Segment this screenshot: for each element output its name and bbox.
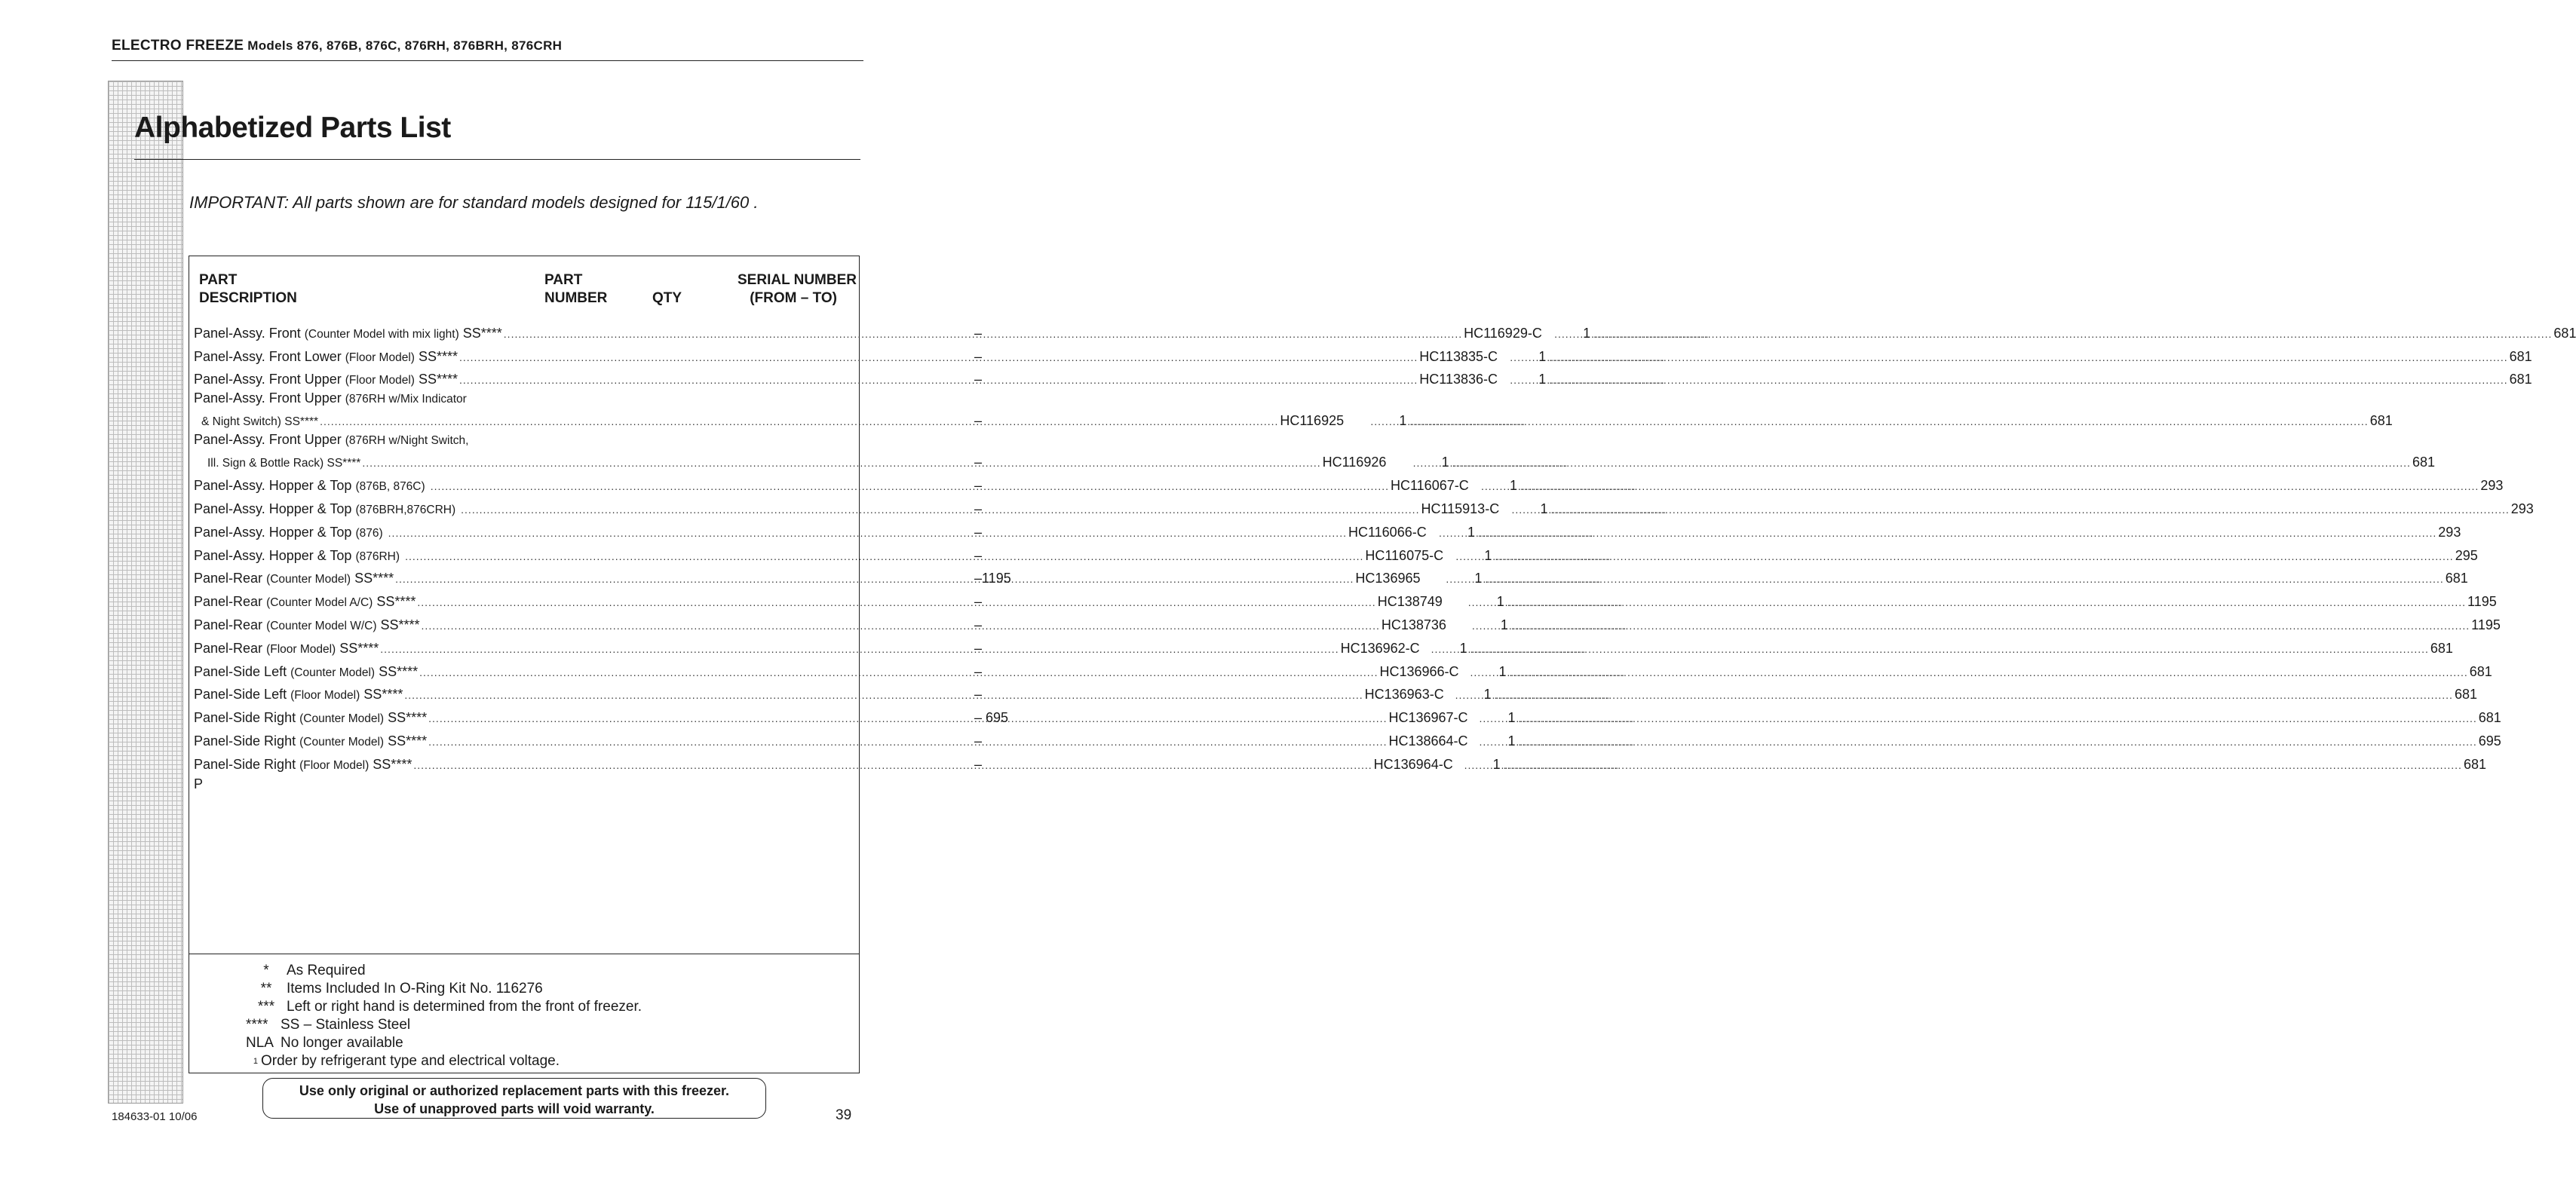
part-name: Panel-Assy. Front Upper (194, 390, 342, 406)
leader-dots (1370, 415, 1399, 427)
part-number: HC138664-C (1388, 733, 1468, 749)
leader-dots (1549, 351, 2507, 363)
column-header-serial-label: SERIAL NUMBER (738, 272, 857, 288)
part-suffix: SS**** (418, 348, 458, 364)
part-name: Panel-Rear (194, 617, 263, 632)
leader-dots (1504, 759, 2462, 771)
leader-dots (1550, 504, 2509, 516)
part-number: HC113836-C (1419, 372, 1498, 387)
part-detail: (Counter Model W/C) (266, 619, 377, 632)
serial-to: – (974, 756, 983, 772)
part-suffix: SS**** (462, 325, 502, 341)
part-qty: 1 (1510, 478, 1518, 494)
serial-from: 681 (2454, 687, 2477, 703)
part-qty: 1 (1507, 710, 1516, 726)
serial-from: 681 (2463, 756, 2486, 772)
serial-to: – (974, 663, 983, 679)
part-line (194, 524, 2461, 540)
part-suffix: SS**** (376, 594, 416, 610)
leader-dots (461, 504, 1419, 516)
serial-to: – (974, 325, 983, 341)
table-row (194, 368, 2532, 391)
part-detail-continued: Ill. Sign & Bottle Rack) SS**** (207, 457, 361, 470)
part-qty: 1 (1399, 413, 1407, 429)
part-name: Panel-Assy. Hopper & Top (194, 547, 352, 563)
serial-to: – (974, 687, 983, 703)
column-header-range-label: (FROM – TO) (750, 290, 837, 306)
part-line (194, 455, 2435, 470)
leader-dots (395, 573, 1354, 585)
part-detail: (876RH w/Mix Indicator (345, 393, 467, 406)
part-qty: 1 (1538, 348, 1547, 364)
part-name: Panel-Assy. Hopper & Top (194, 478, 352, 494)
serial-to: – (974, 348, 983, 364)
part-suffix: SS**** (388, 710, 428, 726)
leader-dots (380, 640, 1339, 656)
leader-dots (1455, 689, 1484, 701)
part-detail: (Counter Model A/C) (266, 596, 373, 610)
serial-to: –1195 (974, 571, 1011, 586)
part-detail: (Floor Model) (345, 351, 415, 364)
serial-to: – 695 (974, 710, 1009, 726)
part-qty: 1 (1538, 372, 1547, 387)
part-number: HC136963-C (1364, 687, 1444, 703)
part-detail: (Counter Model) (266, 573, 351, 586)
leader-dots (428, 736, 1387, 748)
serial-to: – (974, 617, 983, 632)
leader-dots (1409, 415, 2368, 427)
footnote (246, 962, 642, 980)
part-suffix: SS**** (380, 617, 420, 632)
part-detail: (Floor Model) (345, 374, 415, 387)
part-qty: 1 (1540, 501, 1548, 516)
important-note: IMPORTANT: All parts shown are for standard models designed for 115/1/60 . (189, 193, 759, 212)
leader-dots (1518, 712, 2476, 724)
serial-to: – (974, 547, 983, 563)
part-number: HC138749 (1377, 594, 1443, 610)
column-header-part-label-2: PART (544, 272, 583, 288)
page-title: Alphabetized Parts List (134, 112, 451, 144)
column-header-serial (715, 271, 857, 308)
part-name: Panel-Rear (194, 640, 263, 656)
part-line (194, 663, 2492, 680)
column-header-part-label: PART (199, 272, 238, 288)
header-rule (112, 60, 863, 61)
leader-dots (1509, 666, 2467, 678)
table-row (194, 589, 2497, 613)
leader-dots (1479, 712, 1507, 724)
part-line (194, 594, 2497, 610)
part-line (194, 733, 2501, 749)
title-rule (134, 159, 860, 160)
footnote-mark: NLA (246, 1035, 274, 1051)
part-name: Panel-Rear (194, 594, 263, 610)
part-detail-continued: & Night Switch) SS**** (201, 415, 319, 429)
footnote-text: No longer available (281, 1035, 403, 1051)
warranty-warning (262, 1078, 766, 1119)
leader-dots (1554, 328, 1583, 340)
part-name: Panel-Side Right (194, 710, 296, 726)
footnote (246, 998, 642, 1016)
serial-from: 695 (2478, 733, 2501, 749)
part-qty: 1 (1483, 687, 1492, 703)
footnote-text: Items Included In O-Ring Kit No. 116276 (287, 981, 543, 997)
footnote (246, 1034, 642, 1052)
serial-to: – (974, 640, 983, 656)
serial-to: – (974, 413, 983, 429)
part-detail: (Counter Model) (290, 666, 376, 679)
leader-dots (504, 325, 1462, 341)
table-row (194, 683, 2477, 706)
leader-dots (1511, 504, 1540, 516)
serial-from: 681 (2553, 325, 2576, 341)
serial-from: 1195 (2467, 594, 2497, 610)
part-line (194, 413, 2393, 429)
leader-dots (1481, 480, 1510, 492)
serial-from: 681 (2478, 710, 2501, 726)
decorative-grid-strip (108, 81, 183, 1104)
serial-from: 681 (2430, 640, 2453, 656)
leader-dots (1478, 527, 2436, 539)
warning-line-1: Use only original or authorized replacement parts with this freezer. (299, 1083, 730, 1098)
part-qty: 1 (1459, 640, 1467, 656)
part-qty: 1 (1500, 617, 1508, 632)
part-detail: (876RH w/Night Switch, (345, 434, 469, 448)
part-number: HC136962-C (1340, 640, 1420, 656)
leader-dots (1495, 689, 2453, 701)
part-detail: (876BRH,876CRH) (355, 503, 456, 516)
leader-dots (1464, 759, 1493, 771)
leader-dots (1439, 527, 1467, 539)
column-header-description (199, 271, 297, 308)
part-number: HC136967-C (1388, 710, 1468, 726)
part-name: Panel-Assy. Hopper & Top (194, 524, 352, 540)
leader-dots (404, 689, 1363, 701)
leader-dots (1507, 596, 2466, 608)
serial-from: 681 (2445, 571, 2468, 586)
part-name: Panel-Assy. Hopper & Top (194, 501, 352, 516)
part-qty: 1 (1492, 756, 1501, 772)
table-row (194, 321, 2576, 344)
leader-dots (1472, 620, 1501, 632)
column-header-qty: QTY (652, 290, 682, 306)
part-line (194, 687, 2477, 703)
part-suffix: SS**** (339, 640, 379, 656)
part-name: Panel-Assy. Front Upper (194, 372, 342, 387)
part-detail: (Counter Model with mix light) (304, 327, 459, 341)
serial-from: 681 (2509, 372, 2532, 387)
serial-to: – (974, 733, 983, 749)
part-line (194, 501, 2534, 517)
part-number: HC116926 (1322, 455, 1387, 470)
table-row (194, 567, 2468, 590)
table-row (194, 706, 2501, 729)
footnote (246, 1016, 642, 1034)
page-header (112, 38, 562, 54)
column-header-description-label: DESCRIPTION (199, 290, 297, 306)
footnote (246, 1052, 642, 1070)
serial-from: 293 (2480, 478, 2504, 494)
footnote-mark: ** (260, 981, 272, 997)
part-detail: (876) (355, 526, 383, 540)
section-marker: P (194, 776, 204, 791)
part-line (194, 372, 2532, 387)
part-qty: 1 (1484, 547, 1492, 563)
part-number: HC136964-C (1373, 756, 1453, 772)
part-line (194, 547, 2478, 564)
table-row (194, 729, 2501, 752)
part-suffix: SS**** (354, 571, 394, 586)
footnote-mark: **** (246, 1017, 268, 1033)
footnotes (246, 962, 642, 1070)
serial-from: 681 (2412, 455, 2435, 470)
footnote-text: Order by refrigerant type and electrical voltage. (261, 1053, 560, 1069)
leader-dots (417, 596, 1375, 608)
part-suffix: SS**** (363, 687, 403, 703)
leader-dots (1510, 374, 1538, 386)
part-line (194, 617, 2501, 633)
serial-from: 1195 (2471, 617, 2501, 632)
footnote-mark: *** (257, 999, 275, 1015)
part-detail: (Counter Model) (299, 712, 385, 726)
table-row (194, 497, 2534, 520)
part-qty: 1 (1498, 663, 1507, 679)
serial-to: – (974, 455, 983, 470)
serial-from: 293 (2510, 501, 2534, 516)
leader-dots (422, 620, 1380, 632)
part-name: Panel-Assy. Front (194, 325, 301, 341)
serial-from: 681 (2469, 663, 2492, 679)
part-number: HC116925 (1280, 413, 1345, 429)
part-qty: 1 (1441, 455, 1449, 470)
part-qty: 1 (1583, 325, 1591, 341)
table-row (194, 520, 2461, 543)
footnote (246, 980, 642, 998)
serial-to: – (974, 524, 983, 540)
leader-dots (1495, 550, 2453, 562)
serial-from: 295 (2455, 547, 2478, 563)
part-number: HC115913-C (1421, 501, 1500, 516)
part-name: Panel-Side Left (194, 663, 287, 679)
leader-dots (459, 348, 1418, 364)
model-list: Models 876, 876B, 876C, 876RH, 876BRH, 876CRH (247, 38, 563, 53)
part-name: Panel-Rear (194, 571, 263, 586)
serial-from: 681 (2369, 413, 2393, 429)
leader-dots (1520, 480, 2479, 492)
part-name: Panel-Assy. Front Lower (194, 348, 342, 364)
serial-to: – (974, 372, 983, 387)
serial-to: – (974, 501, 983, 516)
part-detail: (Floor Model) (266, 642, 336, 656)
table-row (194, 752, 2486, 776)
part-number: HC136965 (1355, 571, 1421, 586)
leader-dots (431, 480, 1389, 492)
leader-dots (1485, 573, 2443, 585)
column-header-part-number (544, 271, 607, 308)
table-row (194, 432, 2435, 473)
table-row (194, 613, 2501, 636)
leader-dots (1511, 620, 2470, 632)
leader-dots (1468, 596, 1497, 608)
leader-dots (1593, 328, 2552, 340)
part-line (194, 756, 2486, 773)
part-suffix: SS**** (418, 372, 458, 387)
footnote-text: Left or right hand is determined from the front of freezer. (287, 999, 642, 1015)
part-name: Panel-Side Right (194, 733, 296, 749)
footnote-text: As Required (287, 963, 366, 978)
leader-dots (1452, 457, 2411, 469)
leader-dots (320, 415, 1278, 427)
part-line (194, 640, 2453, 657)
brand-name: ELECTRO FREEZE (112, 38, 244, 54)
parts-list (194, 321, 2576, 776)
warning-line-2: Use of unapproved parts will void warranty. (374, 1101, 655, 1116)
table-row (194, 636, 2453, 660)
leader-dots (1518, 736, 2476, 748)
part-name: Panel-Assy. Front Upper (194, 432, 342, 448)
leader-dots (1455, 550, 1484, 562)
part-number: HC116066-C (1348, 524, 1427, 540)
leader-dots (1549, 374, 2507, 386)
part-detail: (876B, 876C) (355, 480, 425, 494)
leader-dots (1470, 643, 2429, 655)
part-detail: (Floor Model) (290, 689, 360, 703)
leader-dots (1479, 736, 1507, 748)
part-description-line-1 (194, 390, 467, 406)
leader-dots (419, 663, 1378, 679)
leader-dots (405, 547, 1363, 563)
serial-from: 681 (2509, 348, 2532, 364)
leader-dots (413, 756, 1372, 772)
leader-dots (1446, 573, 1474, 585)
serial-from: 293 (2438, 524, 2461, 540)
part-line (194, 478, 2504, 494)
leader-dots (1510, 351, 1538, 363)
part-suffix: SS**** (388, 733, 428, 749)
leader-dots (362, 457, 1320, 469)
part-number: HC136966-C (1379, 663, 1459, 679)
part-qty: 1 (1467, 524, 1475, 540)
part-number: HC138736 (1381, 617, 1446, 632)
leader-dots (1431, 643, 1460, 655)
serial-to: – (974, 594, 983, 610)
part-line (194, 348, 2532, 365)
table-row (194, 390, 2393, 432)
part-suffix: SS**** (373, 756, 412, 772)
leader-dots (1470, 666, 1498, 678)
footnote-mark: * (263, 963, 269, 978)
column-header-number-label: NUMBER (544, 290, 608, 306)
part-line (194, 325, 2576, 341)
part-detail: (Floor Model) (299, 758, 370, 772)
part-detail: (Counter Model) (299, 735, 385, 749)
leader-dots (459, 374, 1418, 386)
part-number: HC116067-C (1391, 478, 1469, 494)
table-row (194, 473, 2504, 497)
part-description-line-1 (194, 432, 468, 448)
serial-to: – (974, 478, 983, 494)
page-number: 39 (836, 1107, 852, 1123)
leader-dots (428, 712, 1387, 724)
footnote-mark: 1 (253, 1057, 258, 1066)
part-number: HC116929-C (1464, 325, 1542, 341)
part-name: Panel-Side Left (194, 687, 287, 703)
table-row (194, 543, 2478, 567)
footnote-text: SS – Stainless Steel (281, 1017, 411, 1033)
part-detail: (876RH) (355, 550, 400, 563)
part-suffix: SS**** (379, 663, 419, 679)
part-qty: 1 (1496, 594, 1504, 610)
document-id: 184633-01 10/06 (112, 1110, 198, 1123)
table-row (194, 660, 2492, 683)
table-row (194, 344, 2532, 368)
part-number: HC116075-C (1365, 547, 1444, 563)
leader-dots (1413, 457, 1442, 469)
part-number: HC113835-C (1419, 348, 1498, 364)
part-name: Panel-Side Right (194, 756, 296, 772)
part-qty: 1 (1507, 733, 1516, 749)
part-qty: 1 (1474, 571, 1483, 586)
leader-dots (388, 524, 1347, 540)
